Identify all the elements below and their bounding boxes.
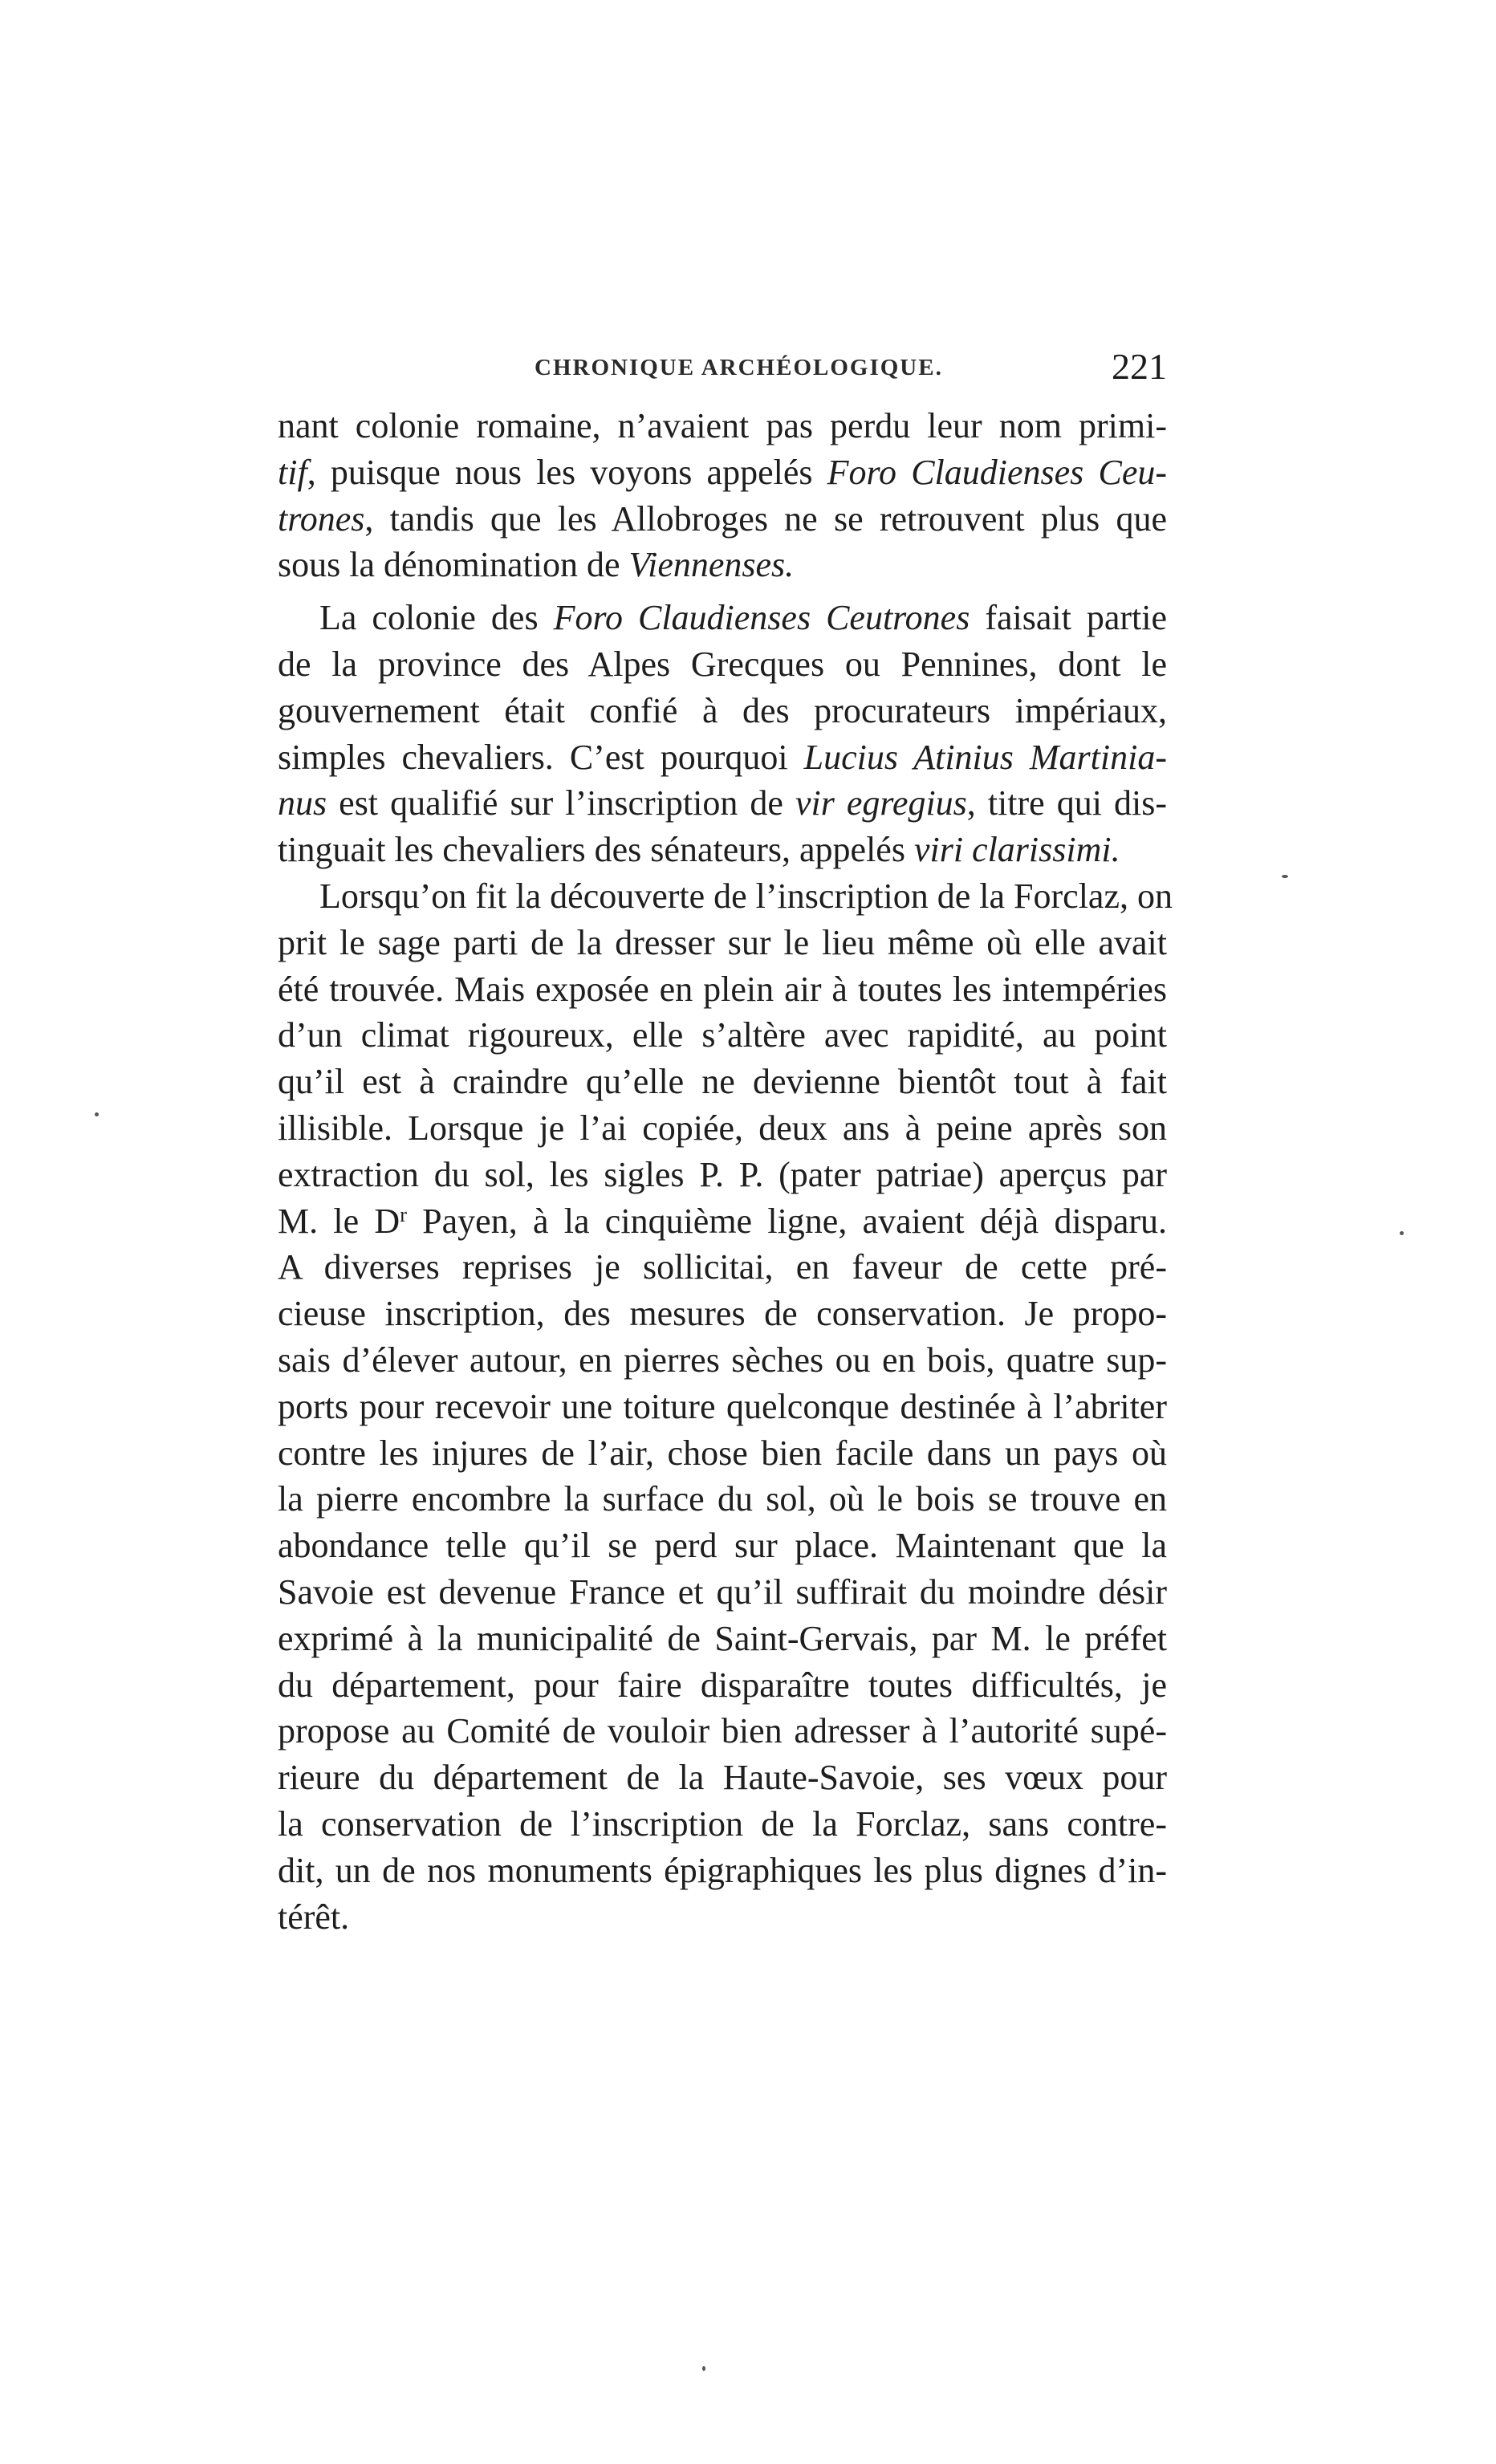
text-line <box>278 1430 1167 1477</box>
text-line <box>278 1616 1167 1662</box>
text-run: sais d’élever autour, en pierres sèches ou en bois, quatre sup- <box>278 1340 1167 1380</box>
italic-text: Foro Claudienses Ceutrones <box>553 598 970 638</box>
italic-text: tif <box>278 452 307 492</box>
text-run: prit le sage parti de la dresser sur le lieu même où elle avait <box>278 922 1167 962</box>
text-run: d’un climat rigoureux, elle s’altère avec rapidité, au point <box>278 1015 1167 1055</box>
scan-speck <box>1282 875 1288 878</box>
text-line <box>278 1801 1167 1848</box>
italic-text: Lucius Atinius Martinia- <box>803 737 1168 777</box>
superscript: r <box>400 1202 407 1226</box>
text-line <box>278 1476 1167 1523</box>
text-run: Lorsqu’on fit la découverte de l’inscription de la Forclaz, on <box>319 876 1173 916</box>
text-run: dit, un de nos monuments épigraphiques les plus dignes d’in- <box>278 1850 1167 1890</box>
text-run: contre les injures de l’air, chose bien facile dans un pays où <box>278 1433 1167 1473</box>
italic-text: Foro Claudienses Ceu- <box>827 452 1167 492</box>
running-title: CHRONIQUE ARCHÉOLOGIQUE. <box>535 355 943 380</box>
text-run: la conservation de l’inscription de la Forclaz, sans contre- <box>278 1803 1167 1844</box>
text-line <box>278 1152 1167 1198</box>
scan-speck <box>1400 1231 1404 1235</box>
text-run: sous la dénomination de <box>278 545 629 585</box>
text-run: de la province des Alpes Grecques ou Pennines, dont le <box>278 644 1167 684</box>
text-run: abondance telle qu’il se perd sur place. Maintenant que la <box>278 1526 1167 1566</box>
scan-speck <box>95 1112 99 1116</box>
text-run: simples chevaliers. C’est pourquoi <box>278 737 804 777</box>
text-line <box>278 1569 1167 1616</box>
text-run: ports pour recevoir une toiture quelconque destinée à l’abriter <box>278 1386 1167 1426</box>
text-line <box>278 449 1167 496</box>
text-line <box>278 827 1167 873</box>
text-line <box>278 1384 1167 1430</box>
text-line <box>278 1012 1167 1059</box>
text-run: exprimé à la municipalité de Saint-Gervais, par M. le préfet <box>278 1618 1167 1658</box>
text-line <box>278 542 1167 588</box>
text-line <box>278 496 1167 543</box>
scan-speck <box>702 2366 705 2371</box>
text-run: tinguait les chevaliers des sénateurs, appelés <box>278 830 914 870</box>
italic-text: viri clarissimi. <box>913 830 1120 870</box>
italic-text: trones <box>278 498 365 539</box>
text-run: M. le D <box>278 1201 400 1241</box>
italic-text: vir egregius <box>795 783 967 823</box>
text-line <box>278 403 1167 449</box>
page-number: 221 <box>1112 346 1167 387</box>
text-run: propose au Comité de vouloir bien adresser à l’autorité supé- <box>278 1711 1167 1751</box>
text-line <box>278 1848 1167 1894</box>
text-run: la pierre encombre la surface du sol, où le bois se trouve en <box>278 1479 1167 1519</box>
text-run: , puisque nous les voyons appelés <box>307 452 827 492</box>
text-line <box>278 688 1167 734</box>
text-run: été trouvée. Mais exposée en plein air à toutes les intempéries <box>278 969 1167 1009</box>
text-run: La colonie des <box>319 598 554 638</box>
text-run: Payen, à la cinquième ligne, avaient déjà disparu. <box>406 1201 1168 1241</box>
text-line <box>278 1291 1167 1337</box>
text-run: qu’il est à craindre qu’elle ne devienne bientôt tout à fait <box>278 1062 1167 1102</box>
text-line <box>278 966 1167 1013</box>
italic-text: nus <box>278 783 327 823</box>
text-line <box>278 1662 1167 1709</box>
text-line <box>278 641 1167 688</box>
text-line <box>278 1198 1167 1245</box>
text-line <box>278 1105 1167 1152</box>
text-line <box>278 1754 1167 1801</box>
text-run: , titre qui dis- <box>966 783 1167 823</box>
body-text <box>278 403 1173 1940</box>
text-run: illisible. Lorsque je l’ai copiée, deux ans à peine après son <box>278 1108 1167 1148</box>
text-line <box>278 1708 1167 1754</box>
text-line <box>278 780 1167 827</box>
text-run: nant colonie romaine, n’avaient pas perdu leur nom primi- <box>278 406 1167 445</box>
text-run: cieuse inscription, des mesures de conservation. Je propo- <box>278 1294 1167 1334</box>
text-line <box>278 873 1173 920</box>
text-line <box>278 1059 1167 1105</box>
text-run: A diverses reprises je sollicitai, en faveur de cette pré- <box>278 1247 1167 1287</box>
text-run: faisait partie <box>970 598 1168 638</box>
text-run: gouvernement était confié à des procurateurs impériaux, <box>278 690 1167 730</box>
text-line <box>278 1894 1167 1941</box>
text-line <box>278 595 1167 641</box>
text-run: du département, pour faire disparaître toutes difficultés, je <box>278 1665 1167 1705</box>
text-run: est qualifié sur l’inscription de <box>327 783 795 823</box>
text-run: , tandis que les Allobroges ne se retrouvent plus que <box>364 498 1167 539</box>
text-line <box>278 734 1167 781</box>
text-run: extraction du sol, les sigles P. P. (pater patriae) aperçus par <box>278 1154 1167 1194</box>
italic-text: Viennenses. <box>628 545 795 585</box>
text-line <box>278 920 1167 966</box>
page-header <box>278 348 1167 396</box>
text-line <box>278 1244 1167 1291</box>
text-line <box>278 1523 1167 1569</box>
text-run: Savoie est devenue France et qu’il suffirait du moindre désir <box>278 1572 1167 1612</box>
text-run: térêt. <box>278 1897 350 1937</box>
text-line <box>278 1337 1167 1384</box>
text-run: rieure du département de la Haute-Savoie, ses vœux pour <box>278 1758 1167 1798</box>
